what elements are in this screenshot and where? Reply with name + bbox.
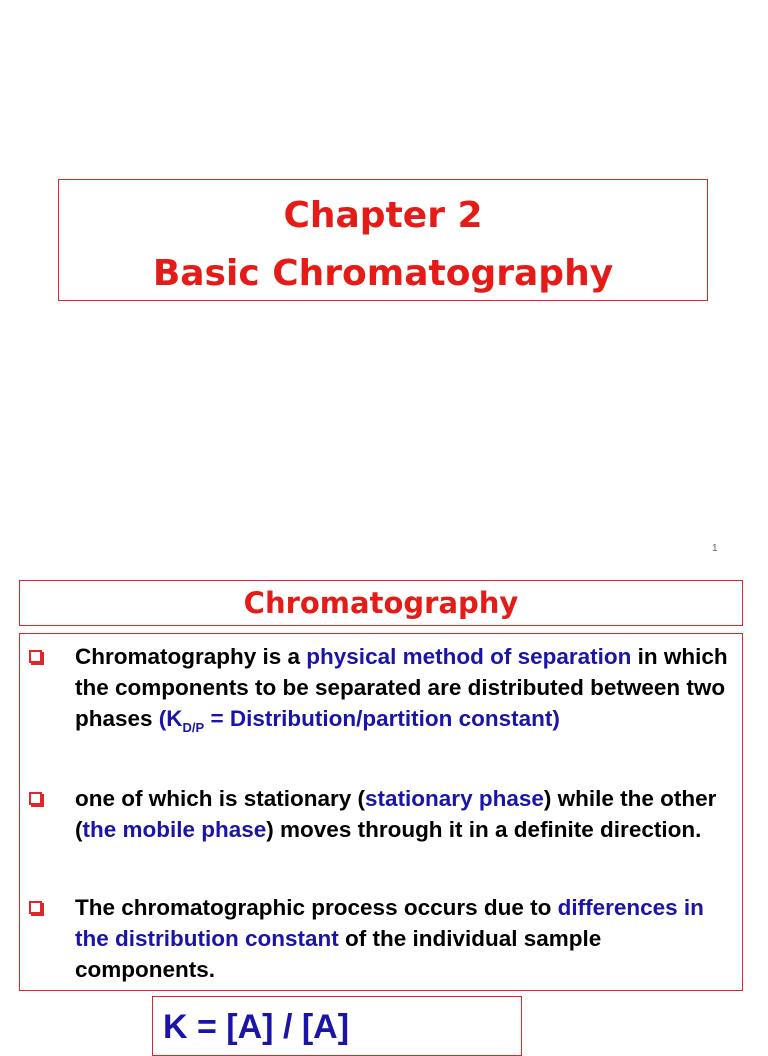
bullet-text — [75, 892, 732, 985]
highlight-text: physical method of separation — [306, 644, 632, 669]
bullet-text-part: one of which is stationary ( — [75, 786, 366, 811]
highlight-text: stationary phase — [365, 786, 544, 811]
page-number: 1 — [712, 543, 718, 554]
subscript-text: D/P — [182, 720, 205, 735]
highlight-text: differences in the distribution constant — [75, 895, 704, 951]
bullet-text-part: in which the components to be separated are distributed between two phases — [75, 644, 728, 731]
bullet-text-part: Chromatography is a — [75, 644, 307, 669]
checkbox-bullet-icon — [29, 650, 42, 663]
bullet-text — [75, 783, 732, 845]
highlight-text: the mobile phase — [82, 817, 267, 842]
slide-2 — [0, 570, 768, 1046]
checkbox-bullet-icon — [29, 901, 42, 914]
content-box — [19, 633, 743, 991]
bullet-text-part: ) moves through it in a definite direction. — [266, 817, 702, 842]
title-box — [58, 179, 708, 301]
section-heading: Chromatography — [19, 580, 743, 626]
equation-box: K = [A] / [A] — [152, 996, 522, 1056]
highlight-text: = Distribution/partition constant) — [204, 706, 560, 731]
chapter-title: Chapter 2 — [283, 195, 483, 236]
bullet-text-part: ) while the other ( — [75, 786, 717, 842]
chapter-subtitle: Basic Chromatography — [152, 253, 614, 294]
highlight-text: (K — [158, 706, 183, 731]
bullet-text-part: of the individual sample components. — [75, 926, 602, 982]
checkbox-bullet-icon — [29, 792, 42, 805]
bullet-text — [75, 641, 732, 743]
bullet-text-part: The chromatographic process occurs due to — [75, 895, 558, 920]
